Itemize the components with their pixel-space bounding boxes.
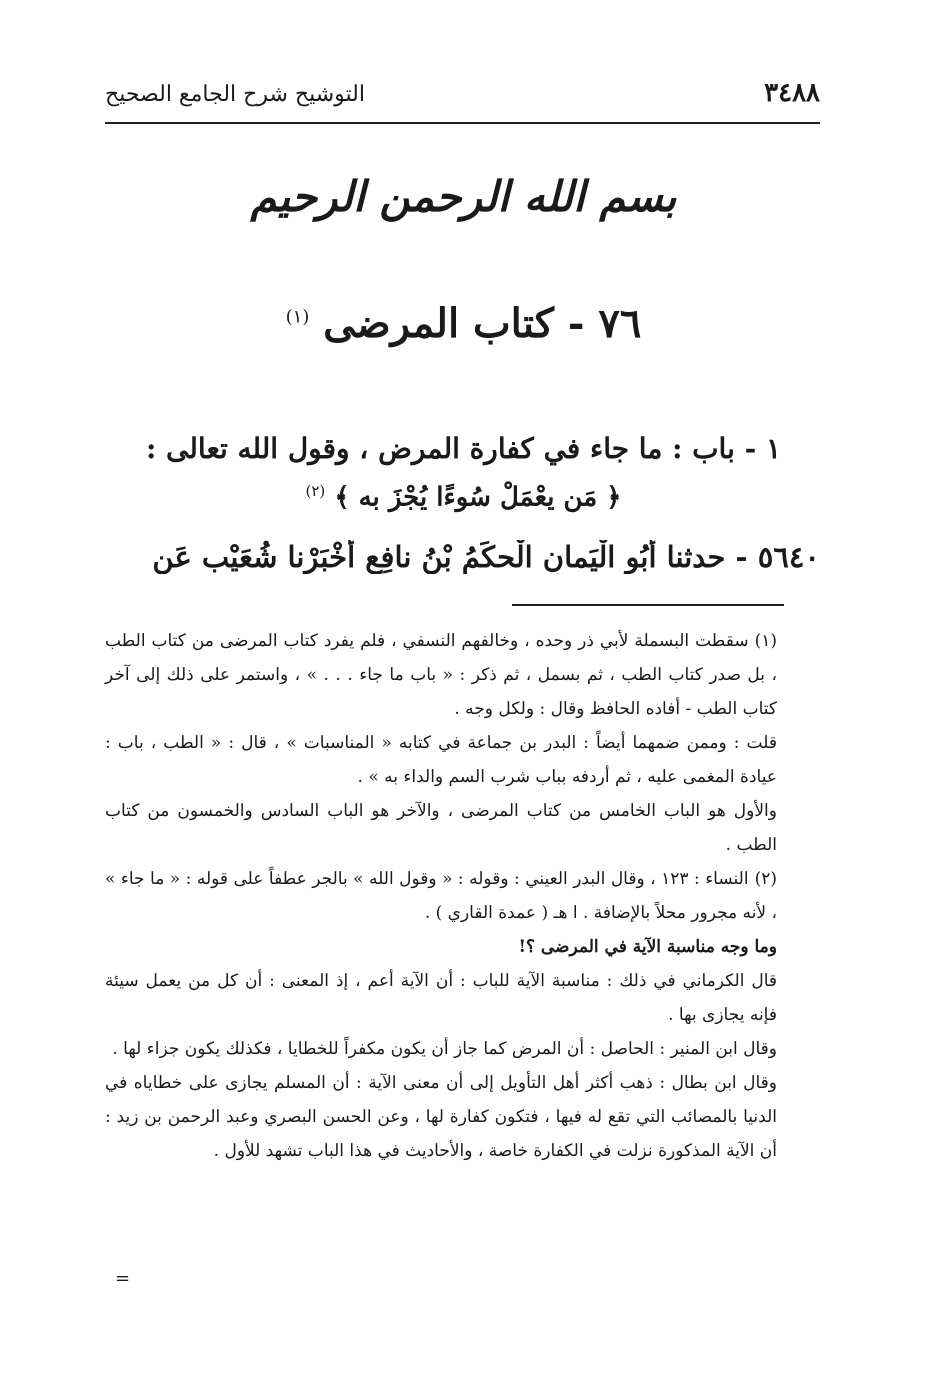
footnote-1-number: (١) — [754, 631, 777, 651]
footnote-1-para-2: قلت : وممن ضمهما أيضاً : البدر بن جماعة في كتابه « المناسبات » ، قال : « الطب ، باب : عيادة المغمى عليه ، ثم أردفه بباب شرب السم والداء به » . — [105, 733, 777, 787]
page-header — [105, 78, 820, 124]
footnote-2-heading: وما وجه مناسبة الآية في المرضى ؟! — [518, 937, 777, 957]
footnotes — [105, 624, 813, 1168]
footnote-ref-1: (١) — [285, 306, 310, 328]
book-title-text: ٧٦ - كتاب المرضى — [323, 300, 642, 347]
ayah-quote — [0, 482, 927, 513]
footnote-1-para-1-text: سقطت البسملة لأبي ذر وحده ، وخالفهم النسفي ، فلم يفرد كتاب المرضى من كتاب الطب ، بل صدر كتاب الطب ، ثم بسمل ، ثم ذكر : « باب ما جاء . . . » ، واستمر على ذلك إلى آخر كتاب الطب - أفاده الحافظ وقال : ولكل وجه . — [105, 631, 777, 719]
footnote-separator — [512, 604, 784, 606]
running-title: التوشيح شرح الجامع الصحيح — [105, 82, 365, 107]
bab-title: ١ - باب : ما جاء في كفارة المرض ، وقول الله تعالى : — [145, 432, 782, 465]
footnote-2-para-3: وقال ابن المنير : الحاصل : أن المرض كما جاز أن يكون مكفراً للخطايا ، فكذلك يكون جزاء لها . — [112, 1039, 777, 1059]
hadith-line: ٥٦٤٠ - حدثنا أَبُو الْيَمانِ الْحكَمُ بْنُ نافِعٍ أَخْبَرْنا شُعَيْب عَنِ — [152, 540, 820, 574]
ayah-text: ﴿ مَن يعْمَلْ سُوءًا يُجْزَ به ﴾ — [334, 482, 622, 513]
book-title — [0, 300, 927, 347]
page-number: ٣٤٨٨ — [764, 78, 820, 108]
footnote-1-para-1 — [105, 624, 777, 726]
footnote-2-para-1-text: النساء : ١٢٣ ، وقال البدر العيني : وقوله : « وقول الله » بالجر عطفاً على قوله : « ما جاء » ، لأنه مجرور محلاً بالإضافة . ا هـ ( عمدة القاري ) . — [105, 869, 777, 923]
footnote-2-para-1 — [105, 862, 777, 930]
footnote-2-para-4: وقال ابن بطال : ذهب أكثر أهل التأويل إلى أن معنى الآية : أن المسلم يجازى على خطاياه في الدنيا بالمصائب التي تقع له فيها ، فتكون كفارة لها ، وعن الحسن البصري وعبد الرحمن بن زيد : أن الآية المذكورة نزلت في الكفارة خاصة ، والأحاديث في هذا الباب تشهد للأول . — [105, 1073, 777, 1161]
footnote-2-number: (٢) — [754, 869, 777, 889]
footnote-1-para-3: والأول هو الباب الخامس من كتاب المرضى ، والآخر هو الباب السادس والخمسون من كتاب الطب . — [105, 801, 777, 855]
footnote-1 — [105, 624, 813, 862]
footnote-ref-2: (٢) — [305, 482, 326, 500]
footnote-2-para-2: قال الكرماني في ذلك : مناسبة الآية للباب : أن الآية أعم ، إذ المعنى : أن كل من يعمل سيئة فإنه يجازى بها . — [105, 971, 777, 1025]
footnote-2 — [105, 862, 813, 1168]
basmala: بسم الله الرحمن الرحيم — [250, 172, 677, 221]
continuation-mark: = — [115, 1268, 131, 1289]
